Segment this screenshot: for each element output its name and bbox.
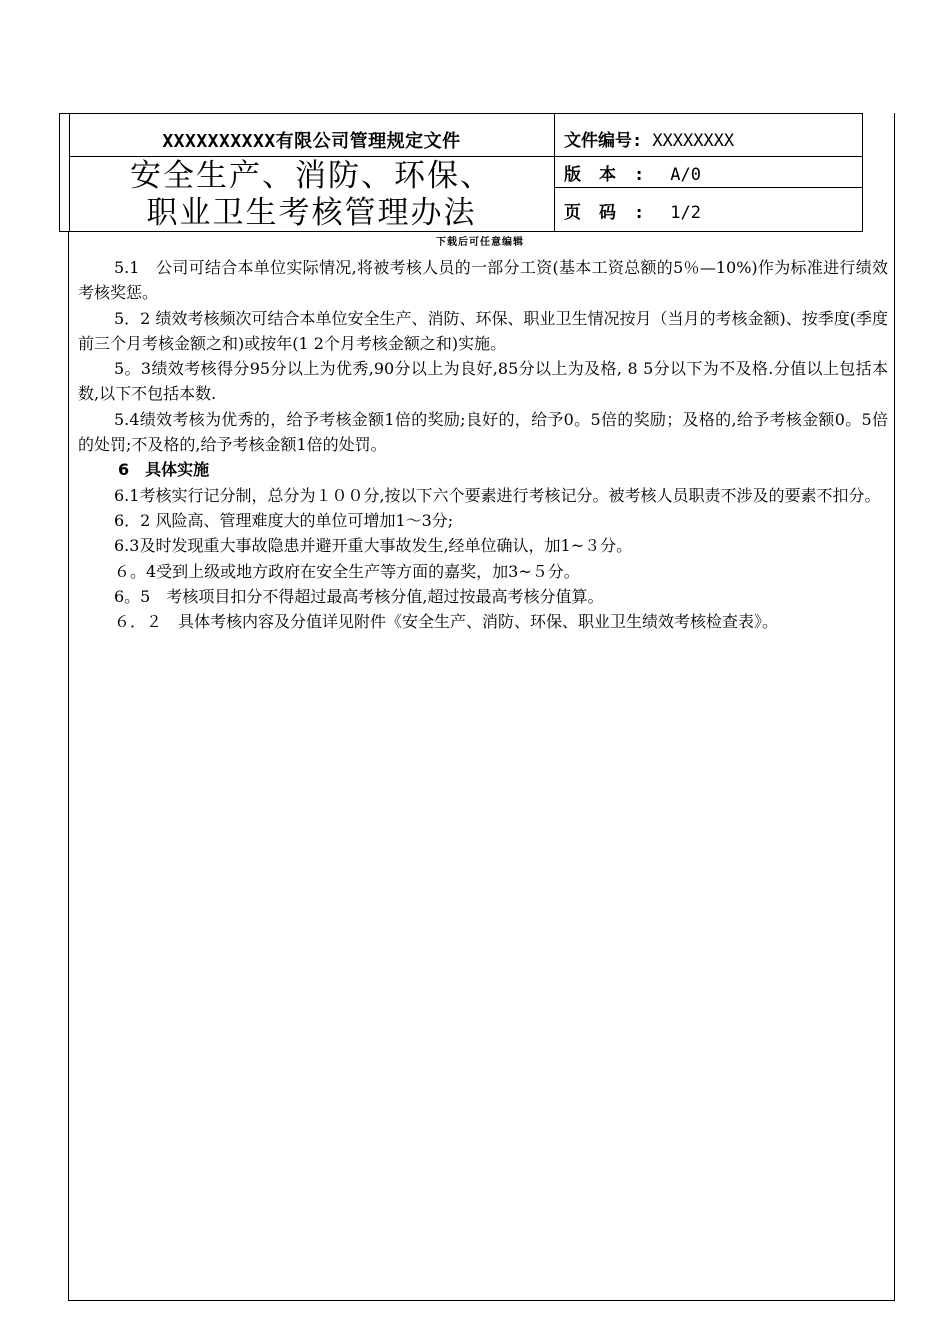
page-number-field: [564, 198, 701, 223]
version-value: A/0: [670, 165, 701, 185]
header-row-divider: [69, 156, 554, 157]
page-number-label: 页码:: [564, 203, 663, 223]
paragraph-5-3: 5。3绩效考核得分95分以上为优秀,90分以上为良好,85分以上为及格, 8 5分以下为不及格.分值以上包括本数,以下不包括本数.: [78, 359, 888, 404]
body-frame-right-line: [894, 113, 895, 1301]
document-title-line-1: 安全生产、消防、环保、: [130, 158, 493, 194]
version-label: 版本:: [564, 165, 663, 185]
company-title: XXXXXXXXXX有限公司管理规定文件: [162, 131, 461, 152]
paragraph-6-4: ６。4受到上级或地方政府在安全生产等方面的嘉奖，加3~５分。: [114, 561, 580, 581]
paragraph-5-2: 5．2 绩效考核频次可结合本单位安全生产、消防、环保、职业卫生情况按月（当月的考核金额)、按季度(季度前三个月考核金额之和)或按年(1 2个月考核金额之和)实施。: [78, 308, 888, 353]
meta-row-divider-2: [554, 187, 862, 188]
section-heading-6: 6 具体实施: [118, 460, 210, 480]
paragraph-6-1: 6.1考核实行记分制，总分为１００分,按以下六个要素进行考核记分。被考核人员职责不涉及的要素不扣分。: [114, 485, 881, 505]
document-title-line-2: 职业卫生考核管理办法: [146, 195, 477, 231]
paragraph-6-2: 6．2 风险高、管理难度大的单位可增加1～3分;: [114, 510, 454, 530]
paragraph-6-3: 6.3及时发现重大事故隐患并避开重大事故发生,经单位确认，加1~３分。: [114, 536, 633, 556]
version-field: [564, 160, 701, 185]
paragraph-5-4: 5.4绩效考核为优秀的，给予考核金额1倍的奖励;良好的，给予0。5倍的奖励；及格的,给予考核金额0。5倍的处罚;不及格的,给予考核金额1倍的处罚。: [78, 409, 888, 455]
file-number-label: 文件编号:: [564, 131, 643, 151]
paragraph-6-5: 6。5 考核项目扣分不得超过最高考核分值,超过按最高考核分值算。: [114, 586, 604, 606]
document-content: [78, 255, 888, 634]
file-number-field: [564, 126, 734, 151]
edit-watermark: 下载后可任意编辑: [436, 237, 524, 248]
file-number-value: XXXXXXXX: [652, 131, 735, 151]
meta-row-divider-1: [554, 156, 862, 157]
document-title: [69, 158, 554, 232]
paragraph-6-2-appendix: ６．２ 具体考核内容及分值详见附件《安全生产、消防、环保、职业卫生绩效考核检查表》。: [114, 612, 779, 632]
paragraph-5-1: 5.1 公司可结合本单位实际情况,将被考核人员的一部分工资(基本工资总额的5％—10%)作为标准进行绩效考核奖惩。: [78, 258, 888, 303]
page-number-value: 1/2: [670, 203, 701, 223]
document-header-table: [59, 113, 863, 232]
header-column-divider: [554, 114, 555, 231]
